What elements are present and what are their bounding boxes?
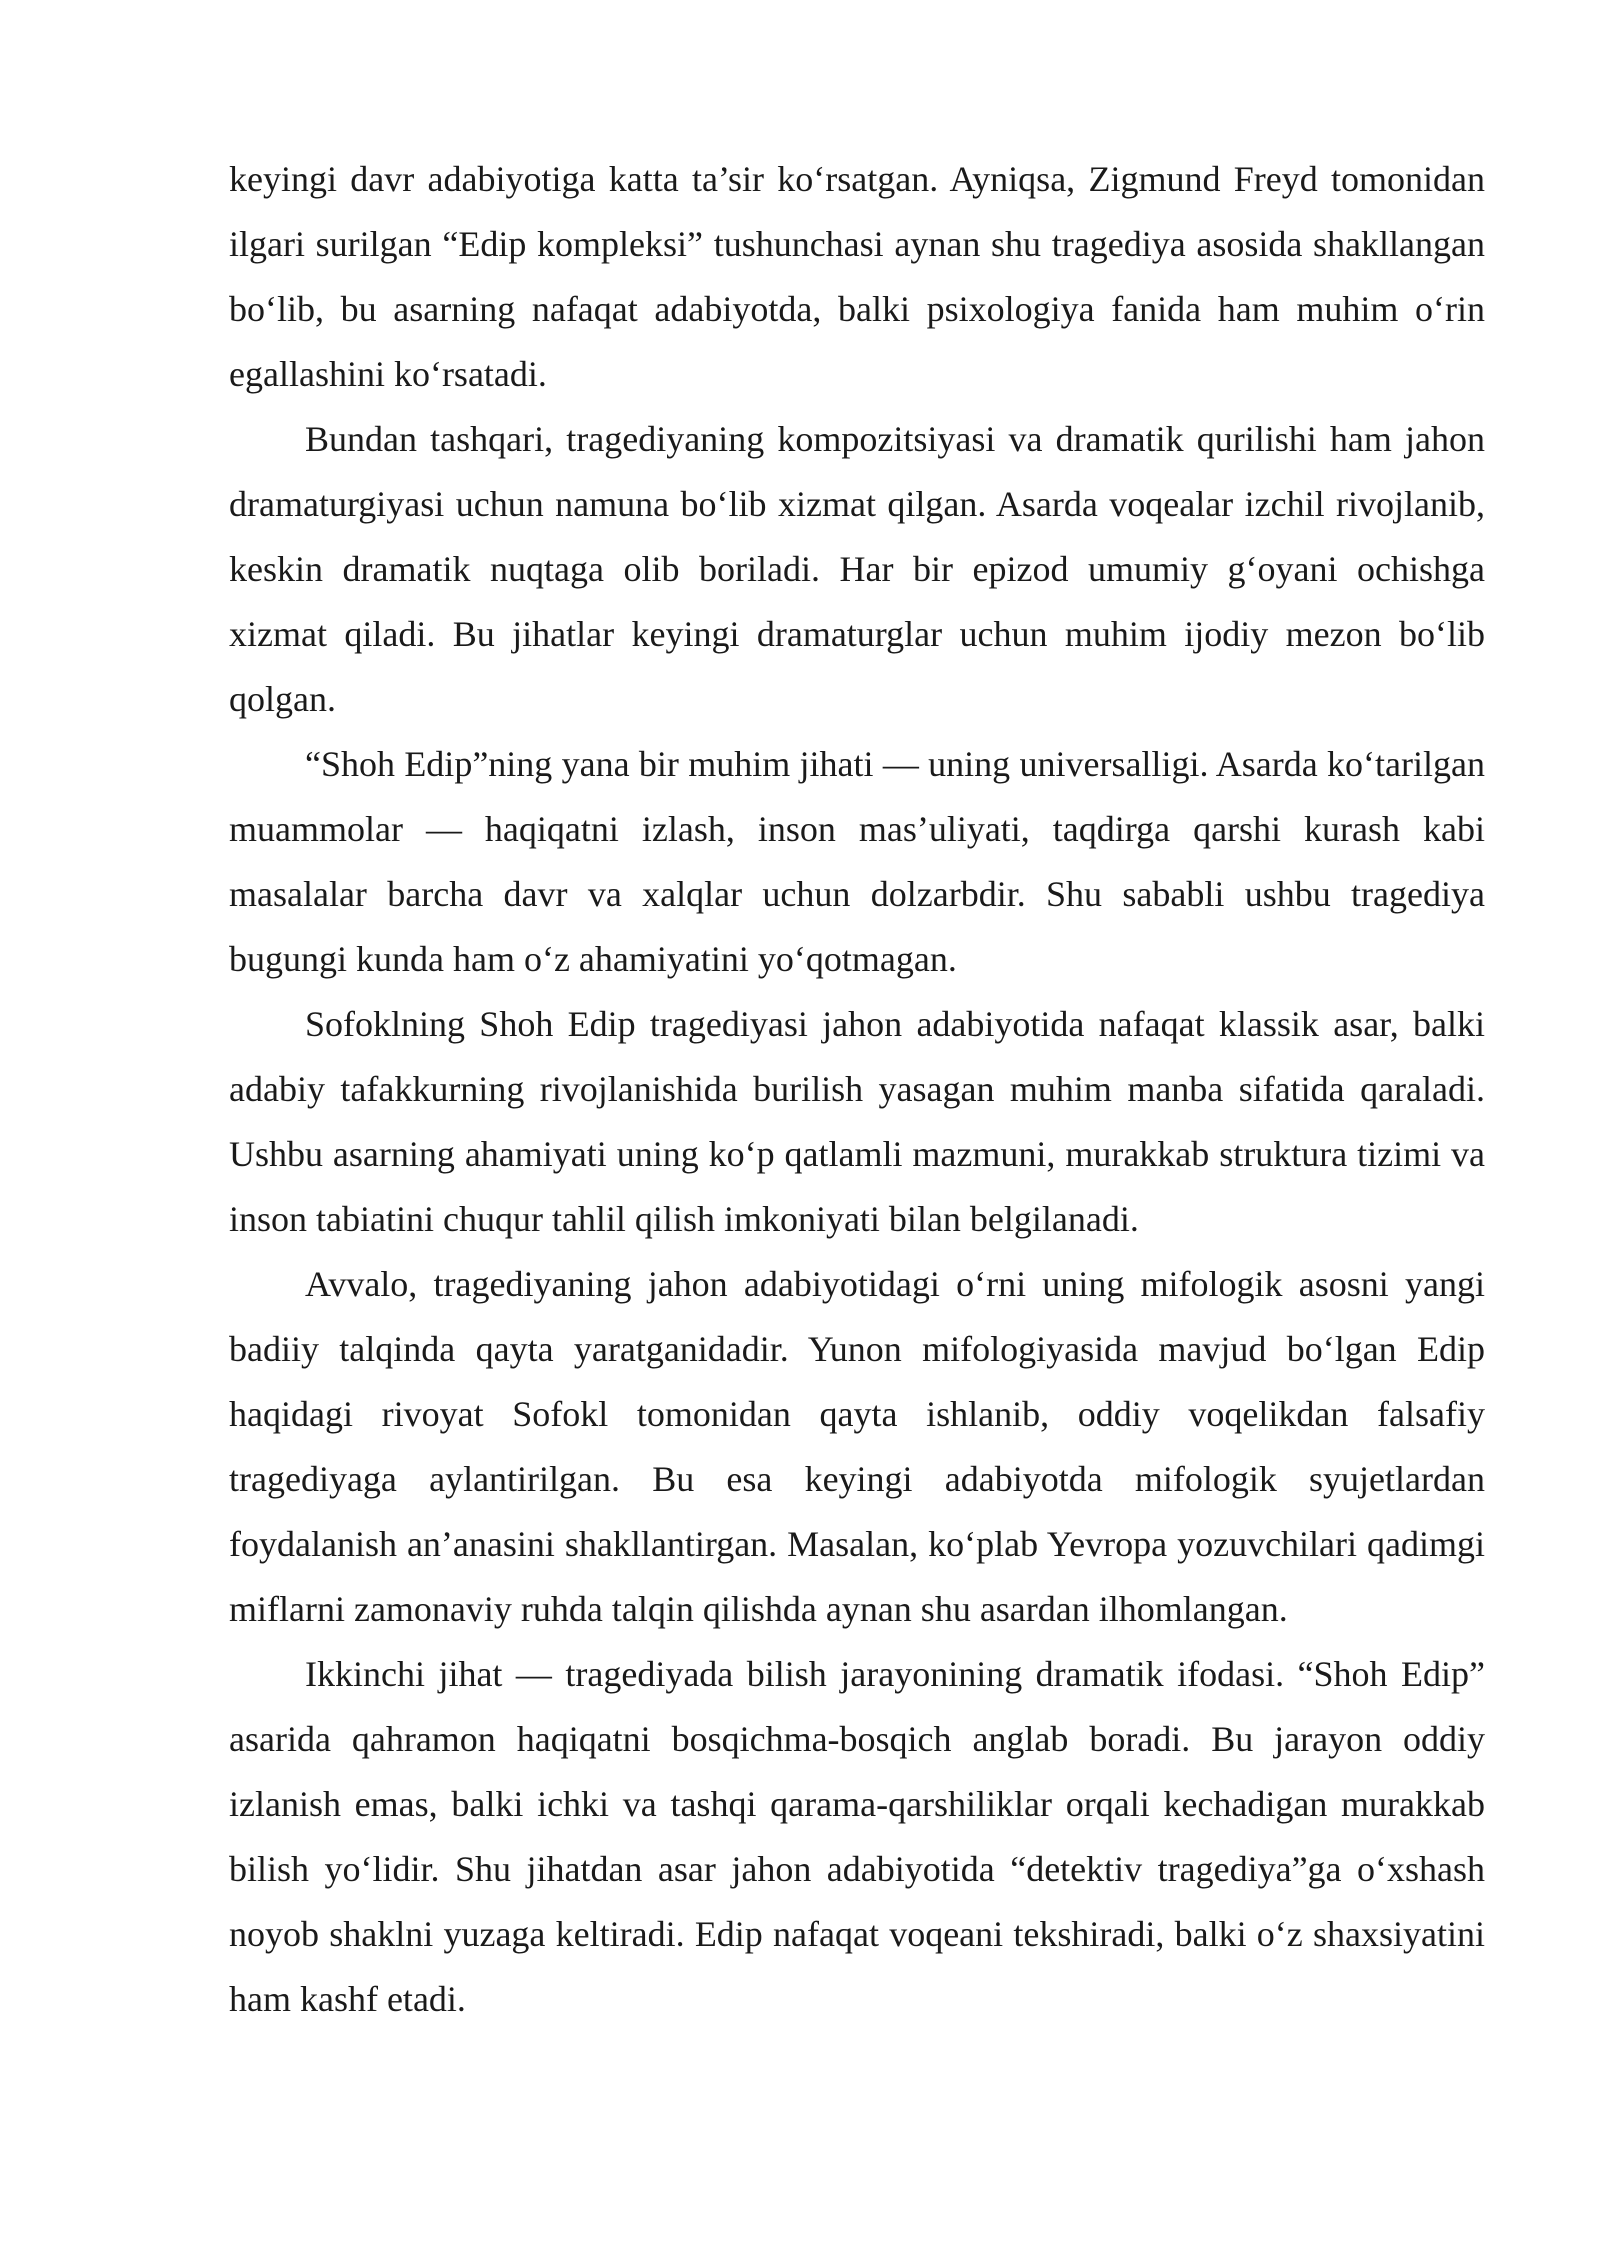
paragraph: keyingi davr adabiyotiga katta ta’sir ko‘rsatgan. Ayniqsa, Zigmund Freyd tomonidan ilgari surilgan “Edip kompleksi” tushunchasi aynan shu tragediya asosida shakllangan bo‘lib, bu asarning nafaqat adabiyotda, balki psixologiya fanida ham muhim o‘rin egallashini ko‘rsatadi. [229,159,1485,394]
paragraph: Sofoklning Shoh Edip tragediyasi jahon adabiyotida nafaqat klassik asar, balki adabiy tafakkurning rivojlanishida burilish yasagan muhim manba sifatida qaraladi. Ushbu asarning ahamiyati uning ko‘p qatlamli mazmuni, murakkab struktura tizimi va inson tabiatini chuqur tahlil qilish imkoniyati bilan belgilanadi. [229,1004,1485,1239]
paragraph: Avvalo, tragediyaning jahon adabiyotidagi o‘rni uning mifologik asosni yangi badiiy talqinda qayta yaratganidadir. Yunon mifologiyasida mavjud bo‘lgan Edip haqidagi rivoyat Sofokl tomonidan qayta ishlanib, oddiy voqelikdan falsafiy tragediyaga aylantirilgan. Bu esa keyingi adabiyotda mifologik syujetlardan foydalanish an’anasini shakllantirgan. Masalan, ko‘plab Yevropa yozuvchilari qadimgi miflarni zamonaviy ruhda talqin qilishda aynan shu asardan ilhomlangan. [229,1264,1485,1629]
paragraph: Ikkinchi jihat — tragediyada bilish jarayonining dramatik ifodasi. “Shoh Edip” asarida qahramon haqiqatni bosqichma-bosqich anglab boradi. Bu jarayon oddiy izlanish emas, balki ichki va tashqi qarama-qarshiliklar orqali kechadigan murakkab bilish yo‘lidir. Shu jihatdan asar jahon adabiyotida “detektiv tragediya”ga o‘xshash noyob shaklni yuzaga keltiradi. Edip nafaqat voqeani tekshiradi, balki o‘z shaxsiyatini ham kashf etadi. [229,1654,1485,2019]
document-page [229,147,1485,2032]
paragraph: “Shoh Edip”ning yana bir muhim jihati — uning universalligi. Asarda ko‘tarilgan muammolar — haqiqatni izlash, inson mas’uliyati, taqdirga qarshi kurash kabi masalalar barcha davr va xalqlar uchun dolzarbdir. Shu sababli ushbu tragediya bugungi kunda ham o‘z ahamiyatini yo‘qotmagan. [229,744,1485,979]
paragraph: Bundan tashqari, tragediyaning kompozitsiyasi va dramatik qurilishi ham jahon dramaturgiyasi uchun namuna bo‘lib xizmat qilgan. Asarda voqealar izchil rivojlanib, keskin dramatik nuqtaga olib boriladi. Har bir epizod umumiy g‘oyani ochishga xizmat qiladi. Bu jihatlar keyingi dramaturglar uchun muhim ijodiy mezon bo‘lib qolgan. [229,419,1485,719]
